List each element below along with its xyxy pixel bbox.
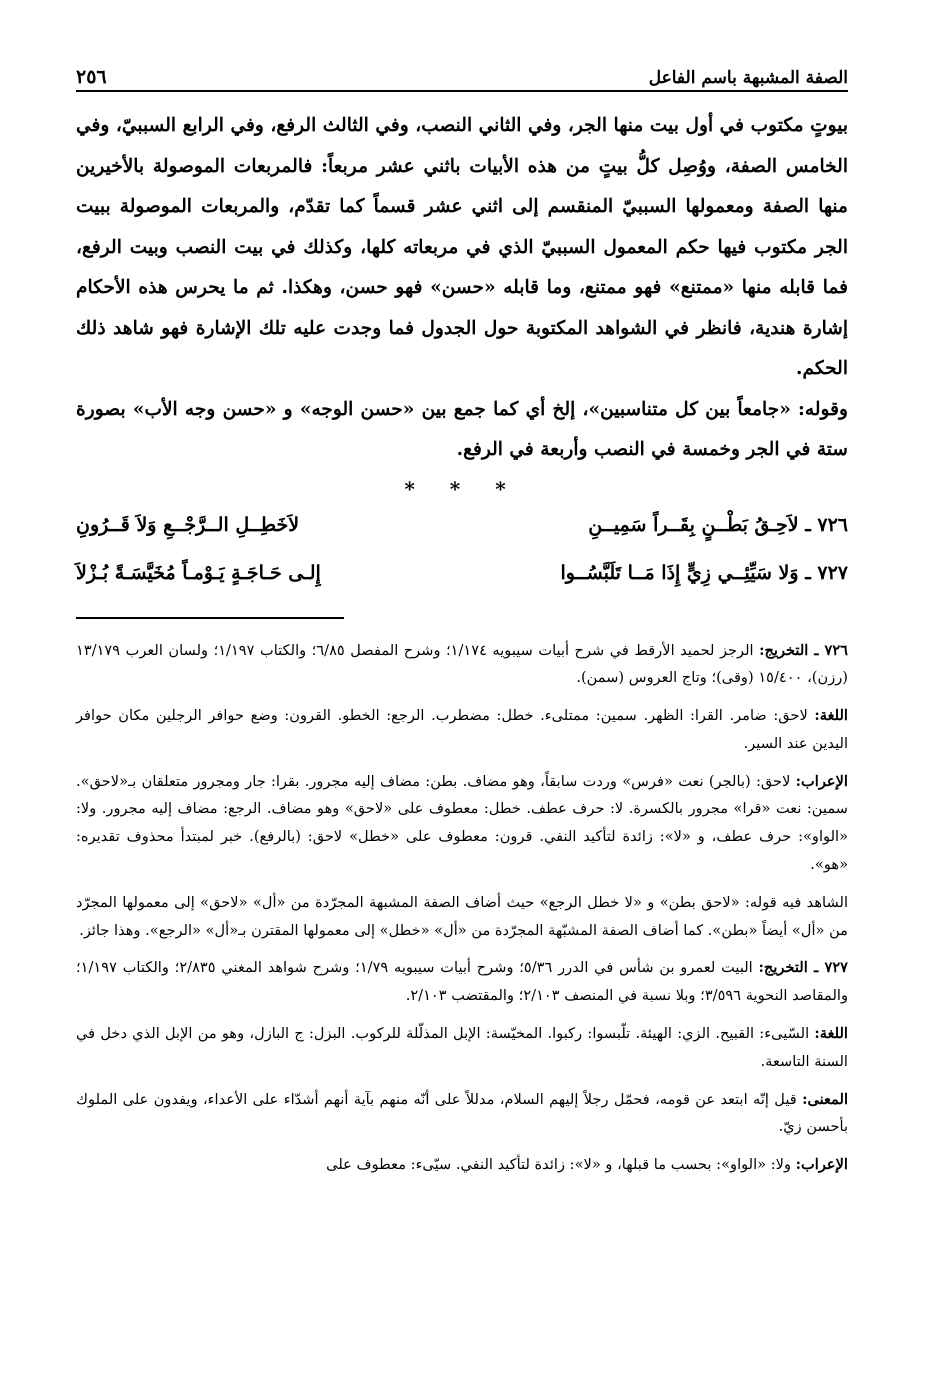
footnote-text: الرجز لحميد الأرقط في شرح أبيات سيبويه ١/١٧٤؛ وشرح المفصل ٦/٨٥؛ والكتاب ١/١٩٧؛ ولسان العرب ١٣/١٧٩ (رزن)، ١٥/٤٠٠ (وقى)؛ وتاج العروس (سمن).	[76, 641, 848, 687]
footnote	[76, 1151, 848, 1179]
verse-number: ٧٢٧ ـ	[805, 561, 848, 584]
running-header	[76, 58, 848, 92]
verse-number: ٧٢٦ ـ	[805, 513, 848, 536]
footnote	[76, 702, 848, 758]
footnote-label: الإعراب:	[795, 772, 848, 790]
footnote	[76, 954, 848, 1010]
main-paragraph: بيوتٍ مكتوب في أول بيت منها الجر، وفي الثاني النصب، وفي الثالث الرفع، وفي الرابع السببيّ، وفي الخامس الصفة، ووُصِل كلُّ بيتٍ من هذه الأبيات باثني عشر مربعاً: فالمربعات الموصولة بالأخيرين منها الصفة ومعمولها السببيّ المنقسم إلى اثني عشر قسماً كما تقدّم، والمربعات الموصولة ببيت الجر مكتوب فيها حكم المعمول السببيّ الذي في مربعاته كلها، وكذلك في بيت النصب وبيت الرفع، فما قابله منها «ممتنع» فهو ممتنع، وما قابله «حسن» فهو حسن، وهكذا. ثم ما يحرس هذه الأحكام إشارة هندية، فانظر في الشواهد المكتوبة حول الجدول فما وجدت عليه تلك الإشارة فهو شاهد ذلك الحكم.	[76, 115, 848, 379]
footnote-text: الشاهد فيه قوله: «لاحق بطن» و «لا خطل الرجع» حيث أضاف الصفة المشبهة المجرّدة من «أل» «لاحق» إلى معمولها المجرّد من «أل» أيضاً «بطن». كما أضاف الصفة المشبّهة المجرّدة من «أل» «خطل» إلى معمولها المقترن بـ«أل» «الرجع». وهذا جائز.	[76, 893, 848, 939]
chapter-title: الصفة المشبهة باسم الفاعل	[648, 68, 848, 88]
footnote-text: ولا: «الواو»: بحسب ما قبلها، و «لا»: زائدة لتأكيد النفي. سيّىء: معطوف على	[326, 1156, 792, 1174]
verse-first-hemistich: ٧٢٧ ـ وَلا سَيِّئِــي زِيٍّ إِذَا مَــا تَلَبَّسُــوا	[560, 561, 848, 584]
footnote-text: لاحق: (بالجر) نعت «فرس» وردت سابقاً، وهو مضاف. بطن: مضاف إليه مجرور. بقرا: جار ومجرور متعلقان بـ«لاحق». سمين: نعت «قرا» مجرور بالكسرة. لا: حرف عطف. خطل: معطوف على «لاحق» وهو مضاف. الرجع: مضاف إليه مجرور. ولا: «الواو»: حرف عطف، و «لا»: زائدة لتأكيد النفي. قرون: معطوف على «خطل» لاحق: (بالرفع). خبر لمبتدأ محذوف تقديره: «هو».	[76, 772, 848, 874]
verse-second-hemistich: إِلـى حَـاجَـةٍ يَـوْمـاً مُخَيَّسَـةً بُـزْلاَ	[76, 561, 321, 584]
main-paragraph: وقوله: «جامعاً بين كل متناسبين»، إلخ أي كما جمع بين «حسن الوجه» و «حسن وجه الأب» بصورة ستة في الجر وخمسة في النصب وأربعة في الرفع.	[76, 398, 848, 460]
book-page	[76, 58, 848, 1189]
footnote-divider	[76, 617, 344, 619]
footnote-label: الإعراب:	[795, 1156, 848, 1174]
footnote-label: ٧٢٦ ـ التخريج:	[759, 641, 848, 659]
footnote-text: قيل إنّه ابتعد عن قومه، فحمّل رجلاً إليهم السلام، مدللاً على أنّه منهم بآية أنهم أشدّاء على الأعداء، ويفدون على الملوك بأحسن زيّ.	[76, 1090, 848, 1136]
footnote	[76, 768, 848, 879]
footnote-text: البيت لعمرو بن شأس في الدرر ٥/٣٦؛ وشرح أبيات سيبويه ١/٧٩؛ وشرح شواهد المغني ٢/٨٣٥؛ والكتاب ١/١٩٧؛ والمقاصد النحوية ٣/٥٩٦؛ وبلا نسبة في المنصف ٢/١٠٣؛ والمقتضب ٢/١٠٣.	[76, 959, 848, 1005]
footnote-label: اللغة:	[814, 707, 848, 725]
footnote	[76, 637, 848, 693]
footnote-text: لاحق: ضامر. القرا: الظهر. سمين: ممتلىء. خطل: مضطرب. الرجع: الخطو. القرون: وضع حوافر الرجلين مكان حوافر اليدين عند السير.	[76, 707, 848, 752]
verse-second-hemistich: لاَخَطِــلِ الــرَّجْــعِ وَلاَ قَــرُونِ	[76, 513, 300, 536]
footnote	[76, 1020, 848, 1076]
verse-line	[76, 549, 848, 597]
main-text	[76, 106, 848, 471]
verse-first-hemistich: ٧٢٦ ـ لاَحِـقُ بَطْــنٍ بِقَــراً سَمِيــنِ	[588, 513, 848, 536]
page-number: ٢٥٦	[76, 66, 107, 88]
section-separator: * * *	[404, 476, 520, 501]
footnote-label: المعنى:	[802, 1090, 848, 1108]
footnote-label: اللغة:	[814, 1025, 848, 1043]
footnote	[76, 889, 848, 945]
footnote-label: ٧٢٧ ـ التخريج:	[758, 959, 849, 977]
footnote	[76, 1086, 848, 1142]
verse-line	[76, 501, 848, 549]
footnotes	[76, 637, 848, 1180]
footnote-text: السّيىء: القبيح. الزي: الهيئة. تلّبسوا: ركبوا. المخيّسة: الإبل المذلّلة للركوب. البزل: ج البازل، وهو من الإبل الذي دخل في السنة التاسعة.	[76, 1025, 848, 1070]
